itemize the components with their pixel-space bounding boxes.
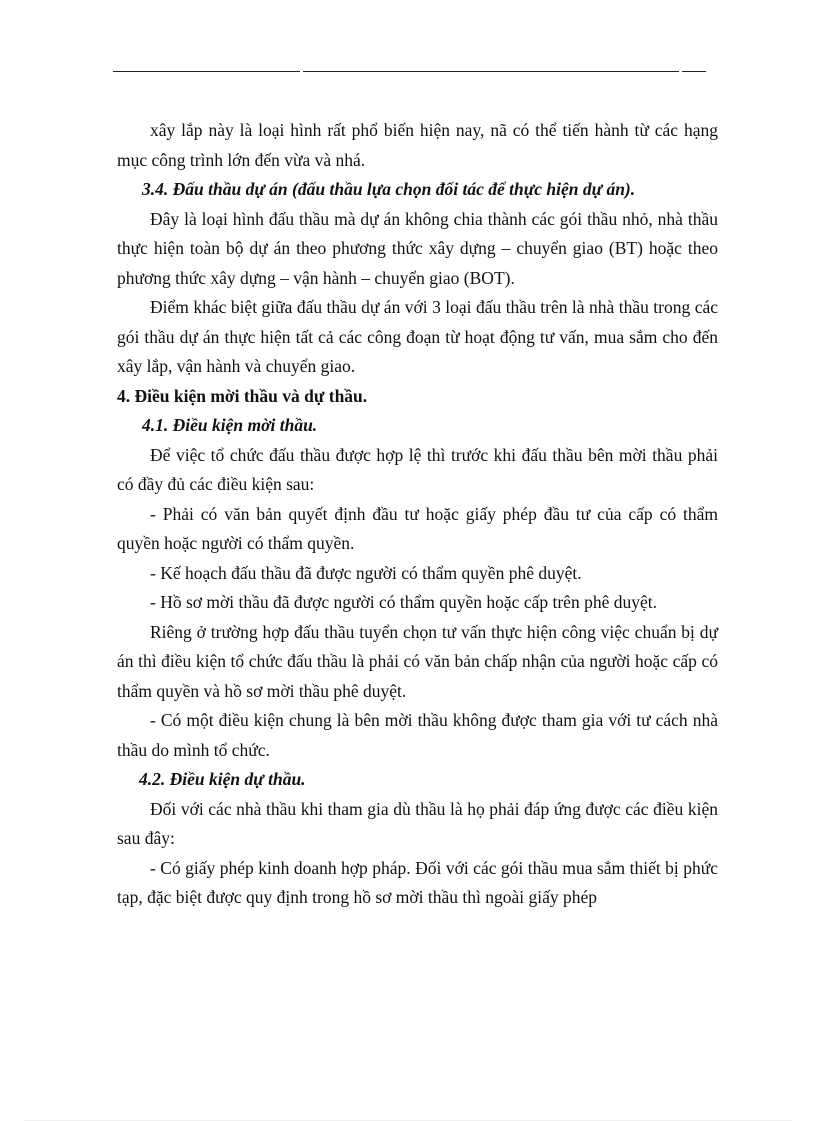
list-item-bidding-plan: - Kế hoạch đấu thầu đã được người có thẩm quyền phê duyệt. (150, 562, 582, 583)
header-rule-left (113, 71, 300, 72)
paragraph-intro-continuation: xây lắp này là loại hình rất phổ biến hiện nay, nã có thể tiến hành từ các hạng mục công trình lớn đến vừa và nhá. (117, 120, 718, 170)
list-item-general-condition: - Có một điều kiện chung là bên mời thầu không được tham gia với tư cách nhà thầu do mình tổ chức. (117, 710, 718, 760)
section-heading-3-4: 3.4. Đấu thầu dự án (đấu thầu lựa chọn đối tác để thực hiện dự án). (142, 179, 636, 199)
paragraph-project-bidding: Đây là loại hình đấu thầu mà dự án không chia thành các gói thầu nhỏ, nhà thầu thực hiện toàn bộ dự án theo phương thức xây dựng – chuyển giao (BT) hoặc theo phương thức xây dựng – vận hành – chuyển giao (BOT). (117, 208, 718, 288)
header-rule-right (682, 71, 706, 72)
paragraph-project-difference: Điểm khác biệt giữa đấu thầu dự án với 3 loại đấu thầu trên là nhà thầu trong các gói thầu dự án thực hiện tất cả các công đoạn từ hoạt động tư vấn, mua sắm cho đến xây lắp, vận hành và chuyển giao. (117, 297, 718, 376)
paragraph-consultant-case: Riêng ở trường hợp đấu thầu tuyển chọn tư vấn thực hiện công việc chuẩn bị dự án thì điều kiện tổ chức đấu thầu là phải có văn bản chấp nhận của người hoặc cấp có thẩm quyền và hồ sơ mời thầu phê duyệt. (117, 621, 718, 701)
section-heading-4: 4. Điều kiện mời thầu và dự thầu. (117, 385, 368, 406)
section-heading-4-2: 4.2. Điều kiện dự thầu. (139, 769, 306, 789)
section-heading-4-1: 4.1. Điều kiện mời thầu. (142, 415, 318, 435)
list-item-business-license: - Có giấy phép kinh doanh hợp pháp. Đối với các gói thầu mua sắm thiết bị phức tạp, đặc biệt được quy định trong hồ sơ mời thầu thì ngoài giấy phép (117, 857, 718, 907)
page-bottom-border (25, 1120, 791, 1121)
header-rule-middle (303, 71, 679, 72)
paragraph-invitation-conditions: Để việc tổ chức đấu thầu được hợp lệ thì trước khi đấu thầu bên mời thầu phải có đầy đủ các điều kiện sau: (117, 444, 718, 494)
document-body (117, 116, 718, 913)
paragraph-bidder-conditions: Đối với các nhà thầu khi tham gia dù thầu là họ phải đáp ứng được các điều kiện sau đây: (117, 798, 718, 848)
list-item-bidding-documents: - Hồ sơ mời thầu đã được người có thẩm quyền hoặc cấp trên phê duyệt. (150, 592, 657, 612)
list-item-investment-decision: - Phải có văn bản quyết định đầu tư hoặc giấy phép đầu tư của cấp có thẩm quyền hoặc người có thẩm quyền. (117, 503, 718, 553)
